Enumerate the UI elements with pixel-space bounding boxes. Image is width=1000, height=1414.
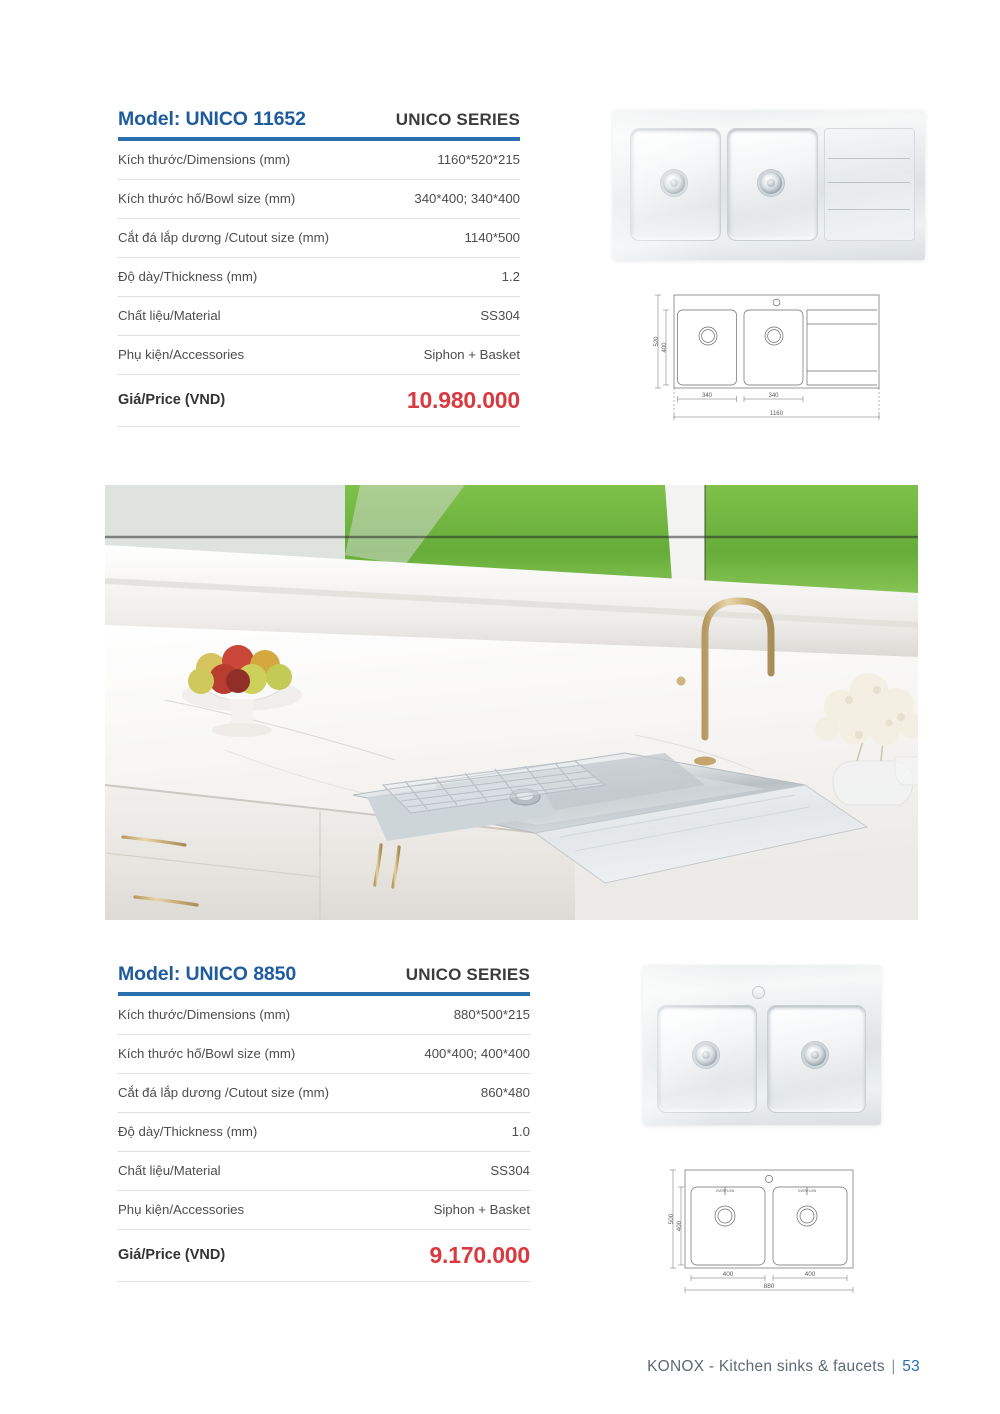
footer-separator: |: [891, 1358, 896, 1375]
table-row: [118, 1112, 530, 1151]
technical-drawing-unico-11652: [636, 283, 906, 435]
spec-value: 880*500*215: [453, 1007, 530, 1022]
price-value: 10.980.000: [406, 386, 520, 413]
product-photo-unico-8850: [643, 965, 881, 1125]
spec-value: 1140*500: [464, 230, 520, 245]
dim-height-inner: 400: [662, 342, 668, 353]
spec-label: Kích thước/Dimensions (mm): [118, 152, 291, 167]
product-spec-block-1: [118, 108, 520, 427]
spec-table: [118, 996, 530, 1282]
overflow-label-right: OVERFLOW: [797, 1189, 817, 1193]
spec-value: 400*400; 400*400: [424, 1046, 530, 1061]
price-label: Giá/Price (VND): [118, 392, 226, 408]
spec-label: Độ dày/Thickness (mm): [118, 269, 258, 284]
table-row: [118, 179, 520, 218]
spec-value: 1160*520*215: [437, 152, 520, 167]
drainboard: [824, 128, 915, 241]
dim-height-inner: 400: [676, 1220, 683, 1232]
drain-left-icon: [693, 1042, 719, 1068]
product-photo-unico-11652: [613, 110, 925, 260]
spec-table: [118, 141, 520, 427]
price-row: [118, 1229, 530, 1281]
table-row: [118, 1151, 530, 1190]
table-row: [118, 1034, 530, 1073]
spec-label: Kích thước/Dimensions (mm): [118, 1007, 291, 1022]
table-row: [118, 257, 520, 296]
table-row: [118, 996, 530, 1035]
sink-render: [643, 965, 881, 1125]
dim-width-total: 1160: [770, 411, 783, 417]
dim-height-outer: 520: [654, 336, 660, 347]
price-value: 9.170.000: [429, 1241, 530, 1268]
page-footer: [647, 1358, 920, 1376]
technical-drawing-unico-8850: [655, 1150, 885, 1298]
spec-value: Siphon + Basket: [423, 347, 520, 362]
series-title: UNICO SERIES: [395, 110, 520, 129]
series-title: UNICO SERIES: [405, 965, 530, 984]
dim-width-total: 880: [763, 1283, 775, 1290]
spec-label: Kích thước hố/Bowl size (mm): [118, 191, 296, 206]
spec-header: [118, 108, 520, 137]
spec-value: 860*480: [480, 1085, 530, 1100]
spec-label: Chất liệu/Material: [118, 1163, 221, 1178]
product-spec-block-2: [118, 963, 530, 1282]
drain-right-icon: [758, 170, 784, 196]
overflow-label-left: OVERFLOW: [715, 1189, 735, 1193]
dim-bowl-left: 340: [701, 393, 713, 399]
spec-header: [118, 963, 530, 992]
model-title: Model: UNICO 11652: [118, 108, 306, 130]
dim-bowl-right: 340: [768, 393, 779, 399]
sink-render: [613, 110, 925, 260]
table-row: [118, 218, 520, 257]
dim-bowl-left: 400: [722, 1271, 734, 1278]
spec-label: Chất liệu/Material: [118, 308, 221, 323]
fruit: [266, 664, 292, 690]
spec-value: 1.2: [501, 269, 520, 284]
table-row: [118, 1073, 530, 1112]
footer-brand-text: KONOX - Kitchen sinks & faucets: [647, 1358, 885, 1375]
spec-value: Siphon + Basket: [433, 1202, 530, 1217]
table-row: [118, 335, 520, 374]
spec-value: SS304: [480, 308, 520, 323]
dim-bowl-right: 400: [804, 1271, 816, 1278]
model-title: Model: UNICO 8850: [118, 963, 297, 985]
spec-value: 340*400; 340*400: [414, 191, 520, 206]
spec-label: Phụ kiện/Accessories: [118, 1202, 245, 1217]
spec-value: SS304: [490, 1163, 530, 1178]
spec-label: Cắt đá lắp dương /Cutout size (mm): [118, 1085, 329, 1100]
spec-label: Cắt đá lắp dương /Cutout size (mm): [118, 230, 329, 245]
price-label: Giá/Price (VND): [118, 1247, 226, 1263]
glass-tumbler: [895, 757, 918, 785]
spec-label: Phụ kiện/Accessories: [118, 347, 245, 362]
price-row: [118, 374, 520, 426]
table-row: [118, 141, 520, 180]
page-number: 53: [902, 1358, 920, 1375]
spec-label: Độ dày/Thickness (mm): [118, 1124, 258, 1139]
table-row: [118, 1190, 530, 1229]
spec-label: Kích thước hố/Bowl size (mm): [118, 1046, 296, 1061]
tap-hole-icon: [752, 986, 765, 999]
fruit: [226, 669, 250, 693]
spec-value: 1.0: [511, 1124, 530, 1139]
table-row: [118, 296, 520, 335]
dim-height-outer: 500: [668, 1213, 675, 1225]
fruit: [188, 668, 214, 694]
lifestyle-photo-kitchen-sink: [105, 485, 918, 920]
